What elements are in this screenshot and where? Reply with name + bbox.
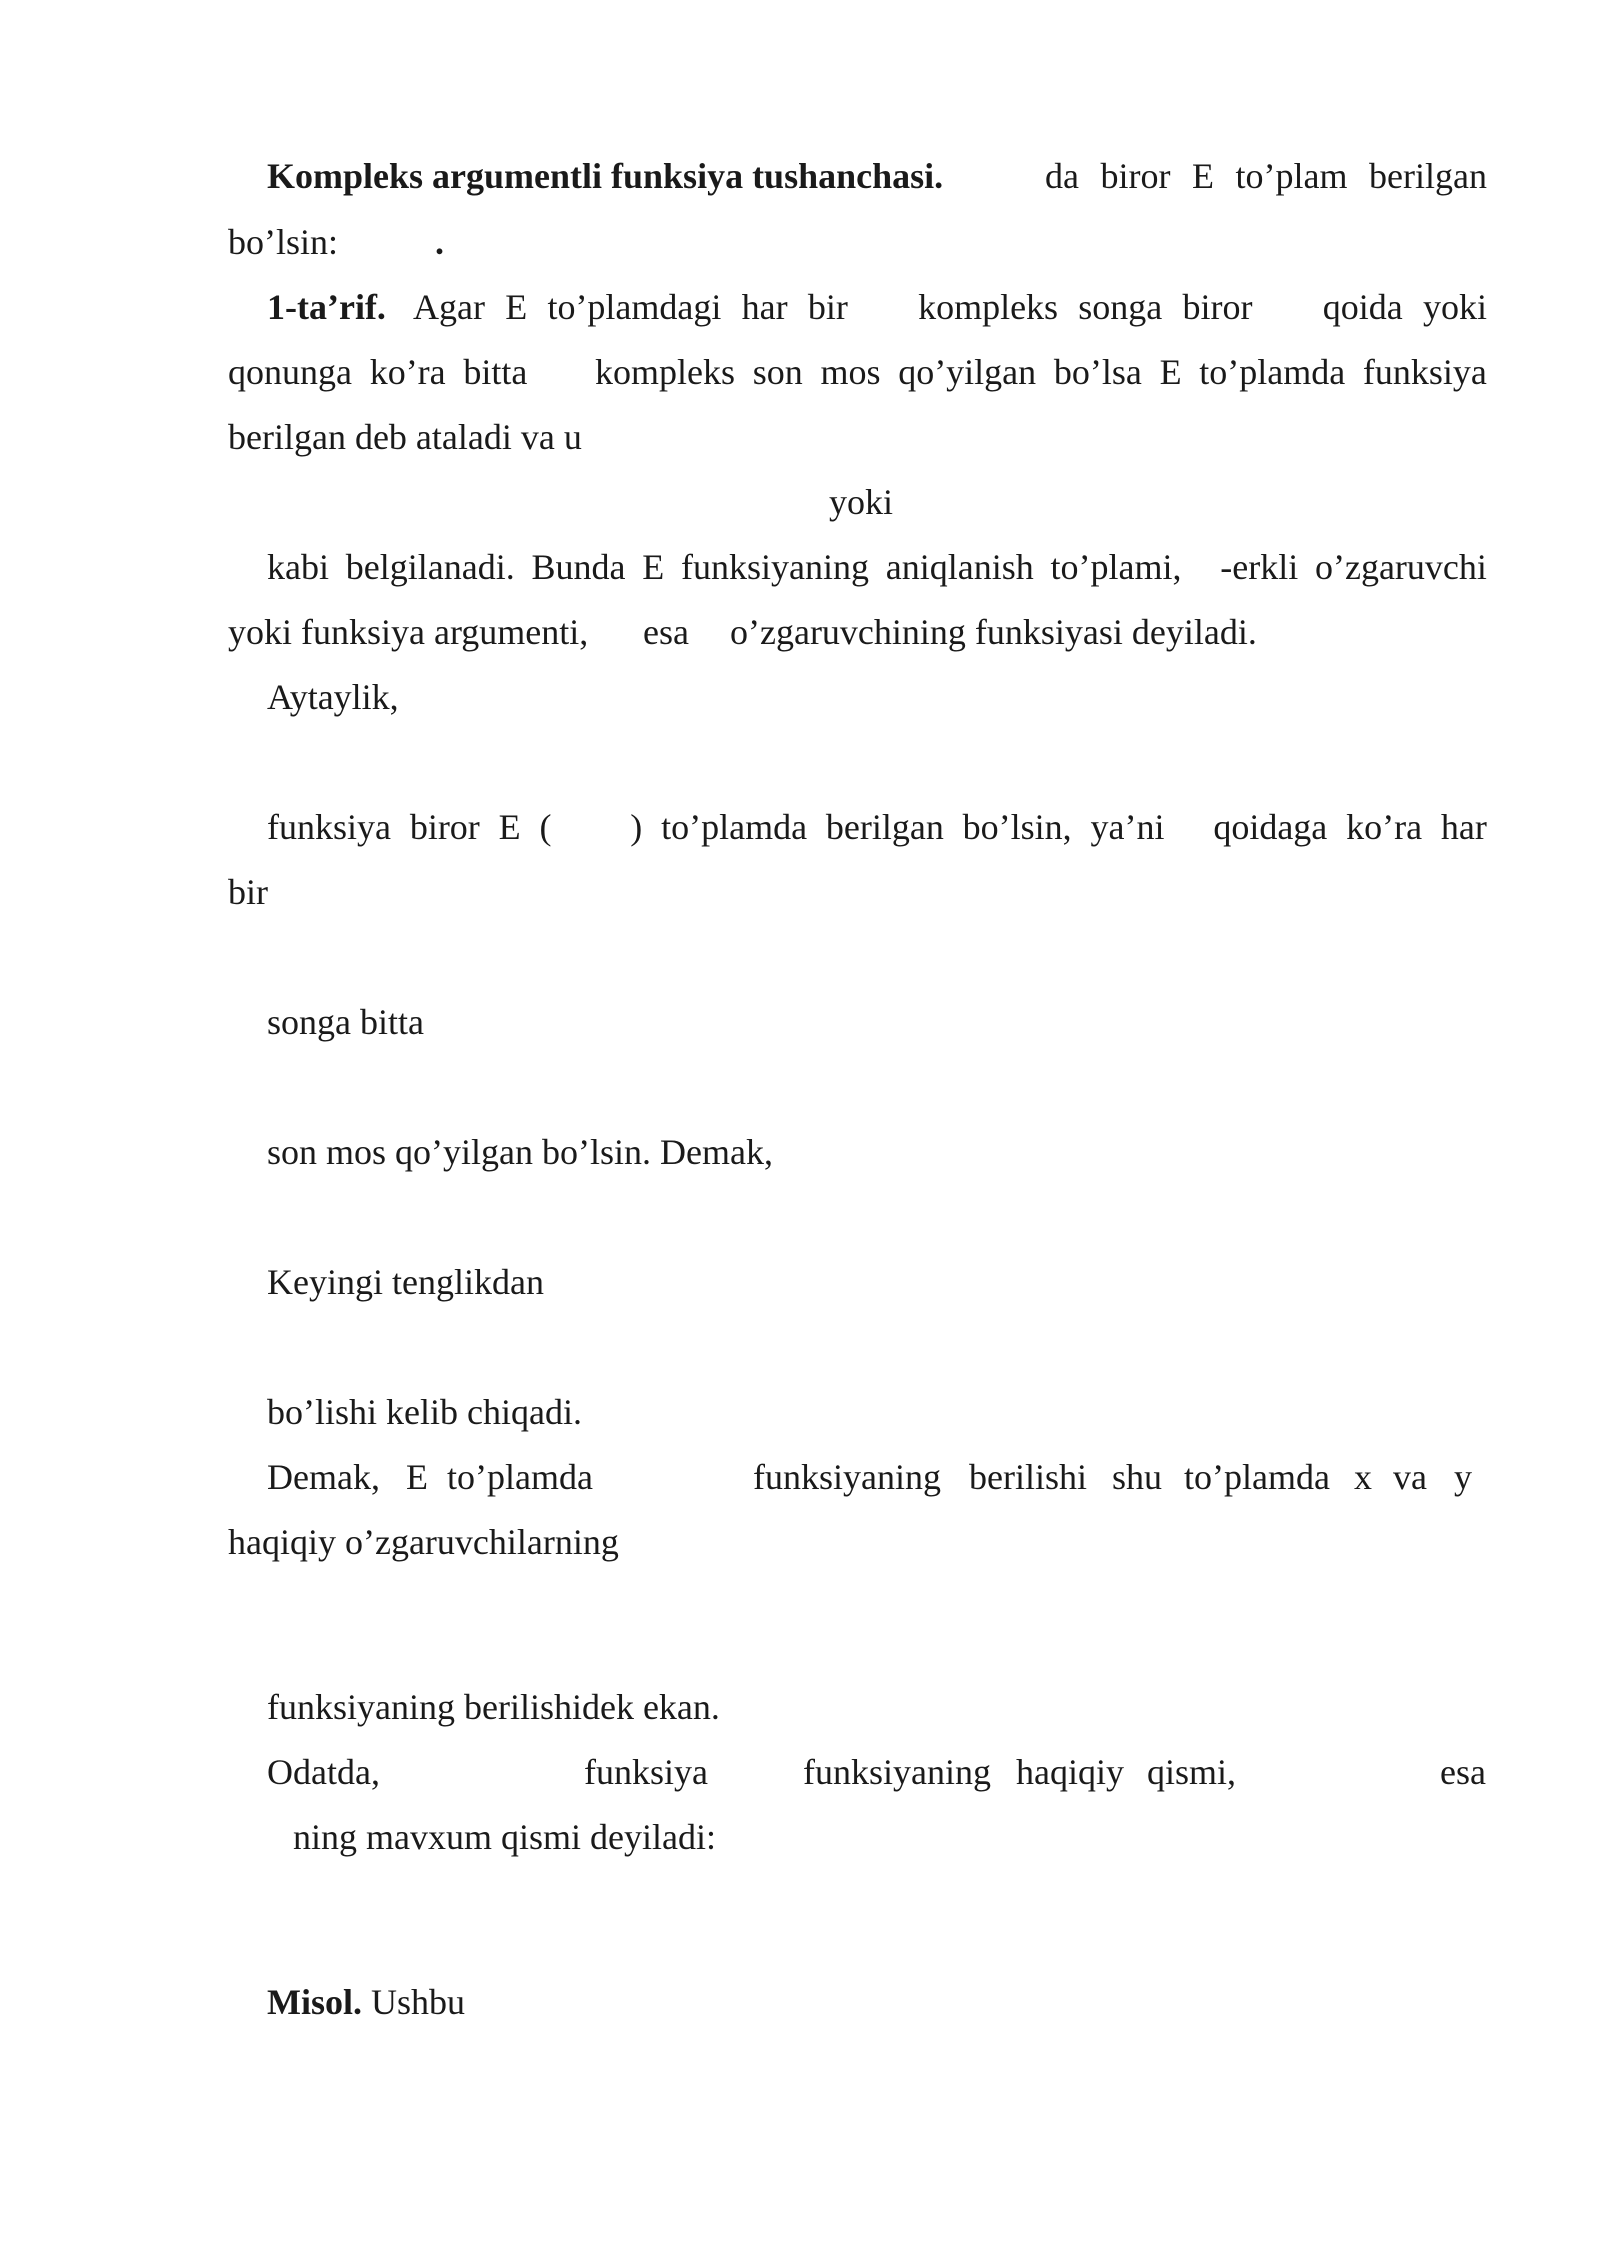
paragraph-10-word-i (1393, 1459, 1427, 1495)
word: qoida (1322, 287, 1403, 327)
word: qismi, (1147, 1752, 1237, 1792)
word: to’plamda (1199, 352, 1346, 392)
word: E (406, 1457, 428, 1497)
word: -erkli (1220, 547, 1299, 587)
paragraph-12-word-d (1016, 1754, 1124, 1790)
word: E (505, 287, 528, 327)
paragraph-12-word-a (267, 1754, 380, 1790)
word: to’plamda (1184, 1457, 1330, 1497)
word: ko’ra (369, 352, 446, 392)
paragraph-10-word-a (267, 1459, 380, 1495)
text: . (435, 222, 444, 262)
word: funksiyaning (681, 547, 869, 587)
paragraph-2-line-4 (829, 484, 893, 520)
example-label: Misol. (267, 1982, 362, 2022)
paragraph-3-line-2c (730, 614, 1257, 650)
word: qo’yilgan (898, 352, 1037, 392)
word: y (1454, 1457, 1472, 1497)
text: songa bitta (267, 1002, 424, 1042)
word: o’zgaruvchi (1314, 547, 1487, 587)
word: Demak, (267, 1457, 380, 1497)
word: son (752, 352, 803, 392)
word: E (1159, 352, 1182, 392)
paragraph-1-line-2-dot (435, 224, 444, 260)
word: berilgan (1369, 156, 1487, 196)
word: bir (807, 287, 848, 327)
text: bo’lishi kelib chiqadi. (267, 1392, 582, 1432)
paragraph-10-word-f (1112, 1459, 1162, 1495)
paragraph-12-word-f (1440, 1754, 1486, 1790)
example-paragraph (267, 1984, 465, 2020)
word: esa (1440, 1752, 1486, 1792)
word: kabi (267, 547, 329, 587)
word: ) (630, 807, 643, 847)
text: esa (643, 612, 689, 652)
word: to’plam (1235, 156, 1348, 196)
word: kompleks (595, 352, 736, 392)
text: Ushbu (371, 1982, 466, 2022)
word: to’plamda (661, 807, 808, 847)
word: bo’lsa (1053, 352, 1142, 392)
paragraph-7 (267, 1134, 773, 1170)
word: mos (820, 352, 881, 392)
paragraph-12-word-b (584, 1754, 708, 1790)
word: funksiya (1362, 352, 1487, 392)
paragraph-10-word-j (1454, 1459, 1472, 1495)
text: o’zgaruvchining funksiyasi deyiladi. (730, 612, 1257, 652)
paragraph-10-line-2 (228, 1524, 619, 1560)
word: E (642, 547, 665, 587)
word: E (498, 807, 521, 847)
paragraph-2-line-3 (228, 419, 582, 455)
word: biror (409, 807, 480, 847)
section-heading: Kompleks argumentli funksiya tushanchasi. (267, 156, 944, 196)
paragraph-12-line-2 (293, 1819, 716, 1855)
text: haqiqiy o’zgaruvchilarning (228, 1522, 619, 1562)
paragraph-1-line-1-rest (1045, 158, 1487, 194)
text: yoki funksiya argumenti, (228, 612, 589, 652)
word: kompleks (918, 287, 1059, 327)
paragraph-5-line-1 (267, 809, 1487, 845)
text: ning mavxum qismi deyiladi: (293, 1817, 716, 1857)
word: funksiyaning (753, 1457, 941, 1497)
paragraph-12-word-e (1147, 1754, 1236, 1790)
paragraph-12-word-c (803, 1754, 991, 1790)
word: funksiya (267, 807, 391, 847)
paragraph-10-word-e (969, 1459, 1087, 1495)
text: bo’lsin: (228, 222, 339, 262)
word: har (741, 287, 788, 327)
word: ya’ni (1090, 807, 1165, 847)
word: to’plamda (447, 1457, 593, 1497)
text: bir (228, 872, 268, 912)
paragraph-10-word-d (753, 1459, 941, 1495)
paragraph-11 (267, 1689, 720, 1725)
word: funksiya (584, 1752, 708, 1792)
word: biror (1100, 156, 1171, 196)
word: to’plamdagi (547, 287, 722, 327)
word: Odatda, (267, 1752, 380, 1792)
word: bitta (463, 352, 528, 392)
paragraph-10-word-b (406, 1459, 428, 1495)
word: berilishi (969, 1457, 1087, 1497)
word: qoidaga (1213, 807, 1328, 847)
paragraph-3-line-2a (228, 614, 588, 650)
paragraph-8 (267, 1264, 544, 1300)
word: qonunga (228, 352, 352, 392)
word: shu (1112, 1457, 1163, 1497)
word: ko’ra (1346, 807, 1423, 847)
text: son mos qo’yilgan bo’lsin. Demak, (267, 1132, 773, 1172)
word: Agar (413, 287, 485, 327)
paragraph-2-line-1 (413, 289, 1487, 325)
paragraph-10-word-h (1354, 1459, 1372, 1495)
paragraph-10-word-g (1184, 1459, 1330, 1495)
word: funksiyaning (803, 1752, 991, 1792)
paragraph-5-line-2 (228, 874, 268, 910)
word: ( (539, 807, 552, 847)
word: har (1440, 807, 1487, 847)
definition-label-text: 1-ta’rif. (267, 287, 386, 327)
text: Keyingi tenglikdan (267, 1262, 544, 1302)
paragraph-1-heading (267, 158, 943, 194)
paragraph-4 (267, 679, 399, 715)
text: yoki (829, 482, 894, 522)
paragraph-2-line-2 (228, 354, 1487, 390)
word: bo’lsin, (962, 807, 1072, 847)
word: E (1192, 156, 1214, 196)
text: berilgan deb ataladi va u (228, 417, 582, 457)
text: funksiyaning berilishidek ekan. (267, 1687, 720, 1727)
word: berilgan (825, 807, 944, 847)
word: x (1354, 1457, 1372, 1497)
word: to’plami, (1050, 547, 1182, 587)
word: haqiqiy (1016, 1752, 1124, 1792)
word: belgilanadi. (345, 547, 515, 587)
paragraph-3-line-2b (643, 614, 689, 650)
word: Bunda (531, 547, 626, 587)
word: yoki (1422, 287, 1487, 327)
word: songa (1078, 287, 1163, 327)
word: da (1045, 156, 1079, 196)
paragraph-10-word-c (447, 1459, 593, 1495)
definition-label (267, 289, 386, 325)
word: va (1393, 1457, 1427, 1497)
paragraph-6 (267, 1004, 424, 1040)
word: aniqlanish (885, 547, 1034, 587)
paragraph-1-line-2 (228, 224, 338, 260)
word: biror (1182, 287, 1253, 327)
text: Aytaylik, (267, 677, 399, 717)
paragraph-3-line-1 (267, 549, 1487, 585)
paragraph-9 (267, 1394, 582, 1430)
